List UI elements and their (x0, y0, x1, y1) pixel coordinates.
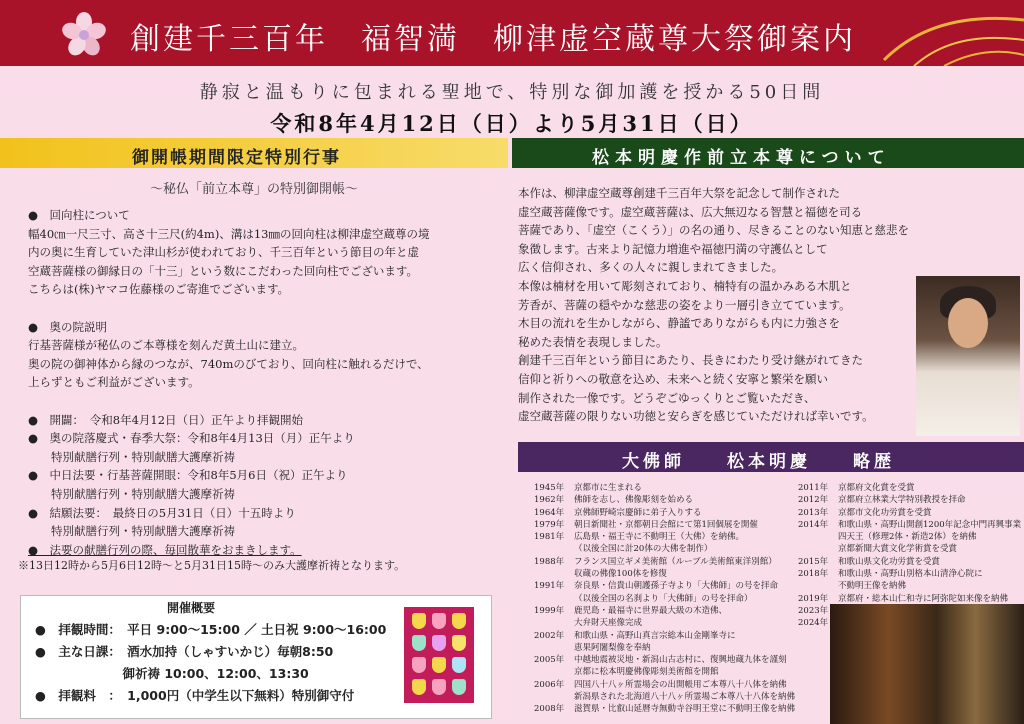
event-line: 上らずともご利益がございます。 (28, 375, 200, 390)
subheading (0, 66, 1024, 136)
history-year: 2019年 (798, 593, 829, 604)
event-line: 奥の院の御神体から縁のつなが、740mのびており、回向柱に触れるだけで、 (28, 356, 429, 371)
history-year: 1962年 (534, 495, 565, 506)
history-year: 2014年 (798, 519, 829, 530)
flower-logo-icon (62, 12, 106, 56)
history-entry (534, 519, 795, 531)
history-year: 1964年 (534, 507, 565, 518)
history-text: 朝日新聞社・京都朝日会館にて第1回個展を開催 (574, 519, 758, 530)
history-entry (534, 593, 795, 605)
artist-portrait (916, 276, 1020, 436)
history-text: フランス国立ギメ美術館（ルーブル美術館東洋別館） (574, 556, 777, 567)
event-line: 幅40㎝一尺三寸、高さ十三尺(約4m)、溝は13㎜の回向柱は柳津虚空蔵尊の境 (28, 226, 430, 241)
header-banner (0, 0, 1024, 66)
description-line: 芳香が、菩薩の穏やかな慈悲の姿をより一層引き立てています。 (518, 297, 851, 312)
history-year: 2005年 (534, 655, 565, 666)
history-year: 2012年 (798, 495, 829, 506)
history-entry (534, 691, 795, 703)
event-line: 行基菩薩様が秘仏のご本尊様を刻んだ黄土山に建立。 (28, 338, 304, 353)
overview-prayer-times: 御祈祷 10:00、12:00、13:30 (35, 666, 309, 681)
special-events-band (0, 138, 508, 168)
statue-description (518, 184, 909, 426)
event-line: 特別献膳行列・特別献膳大護摩祈祷 (28, 487, 235, 501)
event-line: ● 奥の院落慶式・春季大祭：令和8年4月13日（月）正午より (28, 431, 355, 446)
history-text: 和歌山県・高野山別格本山清浄心院に (838, 569, 983, 580)
history-text: 京都府文化賞を受賞 (838, 483, 915, 493)
history-text: （以後全国に計20体の大佛を制作） (574, 544, 713, 555)
event-line: ● 回向柱について (28, 208, 130, 222)
overview-hours: ● 拝観時間： 平日 9:00～15:00 ／ 土日祝 9:00～16:00 (35, 622, 387, 637)
history-text: 広島県・福王寺に不動明王（大佛）を納佛。 (574, 532, 745, 543)
history-entry (534, 507, 795, 519)
description-line: 菩薩であり、「虚空（こくう）」の名の通り、尽きることのない知恵と慈悲を (518, 223, 909, 238)
history-entry (798, 543, 1021, 555)
event-line: ● 結願法要： 最終日の5月31日（日）十五時より (28, 505, 296, 520)
history-entry (798, 519, 1021, 531)
history-year: 2023年 (798, 605, 829, 616)
event-line: ● 開闢： 令和8年4月12日（日）正午より拝観開始 (28, 412, 304, 427)
history-year: 2013年 (798, 507, 829, 518)
history-entry (534, 482, 795, 494)
history-entry (534, 580, 795, 592)
history-text: 京都府・総本山仁和寺に阿弥陀如来像を納佛 (838, 593, 1009, 604)
event-dates: 令和8年4月12日（日）より5月31日（日） (270, 111, 754, 136)
history-entry (534, 617, 795, 629)
history-year: 2008年 (534, 704, 565, 715)
history-year: 2018年 (798, 569, 829, 580)
history-text: 京都に松本明慶佛像彫刻美術館を開館 (574, 667, 719, 678)
profile-heading: 大佛師 松本明慶 略歴 (622, 452, 895, 472)
event-line: 空蔵菩薩様の御縁日の「十三」という数にこだわった回向柱でございます。 (28, 263, 418, 278)
history-entry (534, 494, 795, 506)
description-line: 木目の流れを生かしながら、静謐でありながらも内に力強さを (518, 316, 840, 331)
history-text: 不動明王像を納佛 (838, 581, 907, 592)
amulets-photo (404, 607, 474, 703)
history-text: 佛師を志し、佛像彫刻を始める (574, 495, 694, 506)
history-entry (534, 642, 795, 654)
history-text: 鹿児島・最福寺に世界最大級の木造佛、 (574, 605, 728, 616)
history-text: 四天王（修理2体・新造2体）を納佛 (838, 532, 977, 543)
history-year: 1991年 (534, 581, 565, 592)
history-text: 滋賀県・比叡山延暦寺無動寺谷明王堂に不動明王像を納佛 (574, 704, 796, 715)
history-entry (798, 568, 1021, 580)
history-text: 奈良県・信貴山朝護孫子寺より「大佛師」の号を拝命 (574, 581, 779, 592)
event-line: 内の奥に生育していた津山杉が使われており、千三百年という節目の年と虚 (28, 245, 419, 260)
history-text: 京都市文化功労賞を受賞 (838, 507, 932, 518)
history-text: 収蔵の佛像100体を修復 (574, 569, 667, 580)
description-line: 象徴します。古来より記憶力増進や福徳円満の守護仏として (518, 241, 828, 256)
overview-title: 開催概要 (166, 601, 215, 615)
history-year: 2024年 (798, 618, 829, 629)
history-text: 京都市に生まれる (574, 483, 643, 493)
history-text: 中越地震被災地・新潟山古志村に、復興地蔵九体を謹刻 (574, 655, 787, 666)
history-text: 四国八十八ヶ所霊場会の出開帳用ご本尊八十八体を納佛 (574, 679, 787, 690)
description-line: 本作は、柳津虚空蔵尊創建千三百年大祭を記念して制作された (518, 186, 840, 200)
history-year: 2015年 (798, 556, 829, 567)
history-list-left (534, 482, 795, 716)
statue-about-band (512, 138, 1024, 168)
history-text: 大弁財天座像完成 (574, 618, 643, 629)
overview-rituals: ● 主な日課： 酒水加持（しゃすいかじ）毎朝8:50 (35, 644, 334, 659)
history-entry (534, 679, 795, 691)
history-text: 京都新聞大賞文化学術賞を受賞 (838, 544, 958, 555)
history-entry (534, 556, 795, 568)
history-year: 1981年 (534, 532, 565, 543)
history-entry (534, 703, 795, 715)
history-entry (798, 556, 1021, 568)
history-text: 和歌山県・高野山真言宗総本山金剛峯寺に (574, 630, 736, 641)
history-entry (534, 568, 795, 580)
history-entry (798, 507, 1021, 519)
description-line: 創建千三百年という節目にあたり、長きにわたり受け継がれてきた (518, 353, 863, 368)
history-year: 1999年 (534, 605, 565, 616)
statue-about-heading: 松本明慶作前立本尊について (592, 148, 891, 168)
history-entry (798, 531, 1021, 543)
history-year: 1988年 (534, 556, 565, 567)
history-text: 京佛師野崎宗慶師に弟子入りする (574, 507, 702, 518)
history-text: 恵果阿闍梨像を奉納 (574, 642, 651, 653)
history-entry (798, 494, 1021, 506)
description-line: 本像は楠材を用いて彫刻されており、楠特有の温かみある木肌と (518, 278, 852, 293)
event-line: 特別献膳行列・特別献膳大護摩祈祷 (28, 449, 235, 464)
history-entry (534, 654, 795, 666)
history-entry (534, 605, 795, 617)
overview-fee: ● 拝観料 ： 1,000円（中学生以下無料）特別御守付 (35, 688, 355, 703)
goma-note: ※13日12時から5月6日12時～と5月31日15時～のみ大護摩祈祷となります。 (18, 559, 406, 572)
history-text: 京都府立林業大学特別教授を拝命 (838, 495, 966, 506)
history-entry (534, 666, 795, 678)
history-entry (534, 543, 795, 555)
history-year: 2006年 (534, 679, 565, 690)
event-line: 特別献膳行列・特別献膳大護摩祈祷 (28, 524, 235, 539)
page-title: 創建千三百年 福智満 柳津虚空蔵尊大祭御案内 (130, 22, 856, 57)
gold-swirl-decoration (874, 0, 1024, 66)
description-line: 制作された一像です。どうぞごゆっくりとご覧いただき、 (518, 390, 816, 405)
history-text: 和歌山県文化功労賞を受賞 (838, 556, 941, 567)
description-line: 虚空蔵菩薩の限りない功徳と安らぎを感じていただければ幸いです。 (518, 409, 874, 424)
description-line: 信仰と祈りへの敬意を込め、未来へと続く安寧と繁栄を願い (518, 371, 829, 386)
history-text: 新潟県された北海道八十八ヶ所霊場ご本尊八十八体を納佛 (574, 692, 796, 703)
history-entry (534, 531, 795, 543)
profile-band (518, 442, 1024, 472)
history-entry (798, 482, 1021, 494)
description-line: 秘めた表情を表現しました。 (518, 334, 668, 349)
history-text: 和歌山県・高野山開創1200年記念中門再興事業 (838, 519, 1022, 530)
history-year: 2011年 (798, 483, 829, 493)
statue-photos (830, 604, 1024, 724)
history-text: （以後全国の名刹より「大佛師」の号を拝命） (574, 593, 753, 604)
secret-buddha-subtitle: ～秘仏「前立本尊」の特別御開帳～ (149, 182, 358, 197)
history-entry (798, 580, 1021, 592)
history-year: 1945年 (534, 483, 565, 493)
event-line: ● 奥の院説明 (28, 319, 108, 334)
description-line: 広く信仰され、多くの人々に親しまれてきました。 (518, 260, 784, 275)
history-year: 2002年 (534, 630, 565, 641)
special-events-heading: 御開帳期間限定特別行事 (132, 148, 341, 168)
description-line: 虚空蔵菩薩像です。虚空蔵菩薩は、広大無辺なる智慧と福徳を司る (518, 204, 863, 219)
event-line: ● 法要の献膳行列の際、毎回散華をおまきします。 (28, 542, 302, 557)
history-entry (534, 630, 795, 642)
history-year: 1979年 (534, 519, 565, 530)
event-line: こちらは(株)ヤマコ佐藤様のご寄進でございます。 (28, 282, 290, 297)
tagline: 静寂と温もりに包まれる聖地で、特別な御加護を授かる50日間 (199, 82, 825, 103)
event-line: ● 中日法要・行基菩薩開眼：令和8年5月6日（祝）正午より (28, 468, 348, 483)
